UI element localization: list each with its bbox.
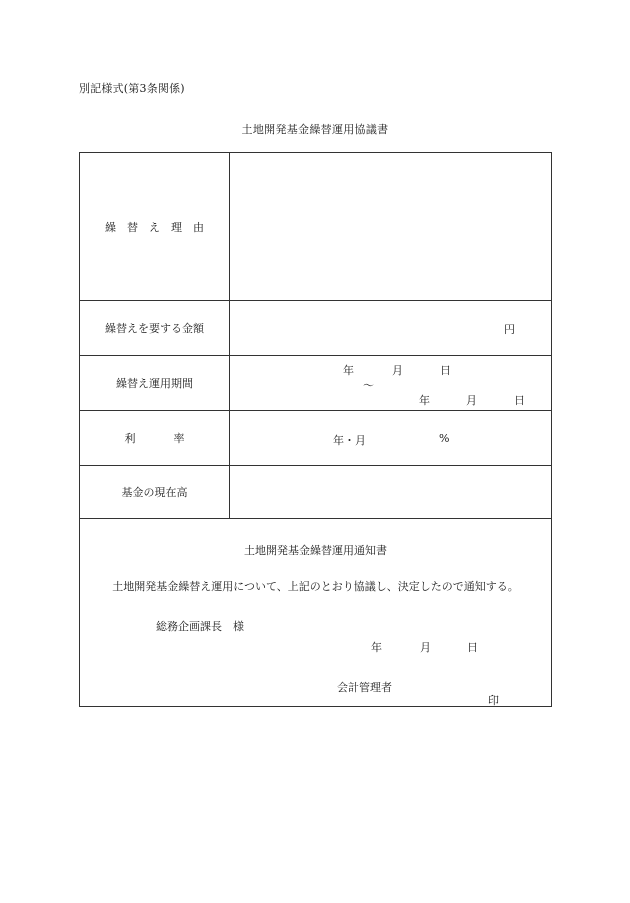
amount-value-field[interactable] xyxy=(230,301,551,355)
amount-label: 繰替えを要する金額 xyxy=(80,301,230,355)
notice-date-day: 日 xyxy=(467,641,478,654)
period-end-day: 日 xyxy=(514,394,525,407)
reason-label-char-2: 替 xyxy=(127,220,138,234)
reason-label-char-4: 理 xyxy=(171,220,182,234)
period-end-year: 年 xyxy=(419,394,430,407)
period-tilde: ～ xyxy=(363,379,374,392)
balance-label: 基金の現在高 xyxy=(80,466,230,518)
rate-label xyxy=(80,411,230,465)
period-start-year: 年 xyxy=(343,364,354,377)
rate-value-field[interactable] xyxy=(230,411,551,465)
reason-value-field[interactable] xyxy=(230,153,551,300)
notice-date-month: 月 xyxy=(420,641,431,654)
amount-row xyxy=(80,301,551,356)
period-end-month: 月 xyxy=(466,394,477,407)
document-title: 土地開発基金繰替運用協議書 xyxy=(241,123,389,136)
rate-label-char-2: 率 xyxy=(173,432,185,445)
rate-unit: % xyxy=(439,432,450,445)
notice-section xyxy=(80,519,551,706)
reason-label-char-5: 由 xyxy=(193,220,204,234)
period-start-day: 日 xyxy=(440,364,451,377)
reason-row xyxy=(80,153,551,301)
agreement-form-table xyxy=(79,152,552,707)
rate-basis: 年・月 xyxy=(333,434,366,447)
amount-unit: 円 xyxy=(504,323,515,336)
notice-title: 土地開発基金繰替運用通知書 xyxy=(244,544,387,557)
notice-addressee: 総務企画課長 様 xyxy=(156,620,244,633)
period-start-month: 月 xyxy=(392,364,403,377)
reason-label-char-3: え xyxy=(149,220,160,234)
period-value-field[interactable] xyxy=(230,356,551,410)
balance-value-field[interactable] xyxy=(230,466,551,518)
form-reference: 別記様式(第3条関係) xyxy=(79,82,185,95)
notice-date-year: 年 xyxy=(371,641,382,654)
reason-label xyxy=(80,153,230,300)
reason-label-char-1: 繰 xyxy=(105,220,116,234)
notice-issuer: 会計管理者 xyxy=(337,681,392,694)
notice-body: 土地開発基金繰替え運用について、上記のとおり協議し、決定したので通知する。 xyxy=(112,580,519,593)
rate-label-char-1: 利 xyxy=(124,432,136,445)
seal-mark: 印 xyxy=(488,694,499,707)
period-label: 繰替え運用期間 xyxy=(80,356,230,410)
period-row xyxy=(80,356,551,411)
rate-row xyxy=(80,411,551,466)
balance-row xyxy=(80,466,551,519)
